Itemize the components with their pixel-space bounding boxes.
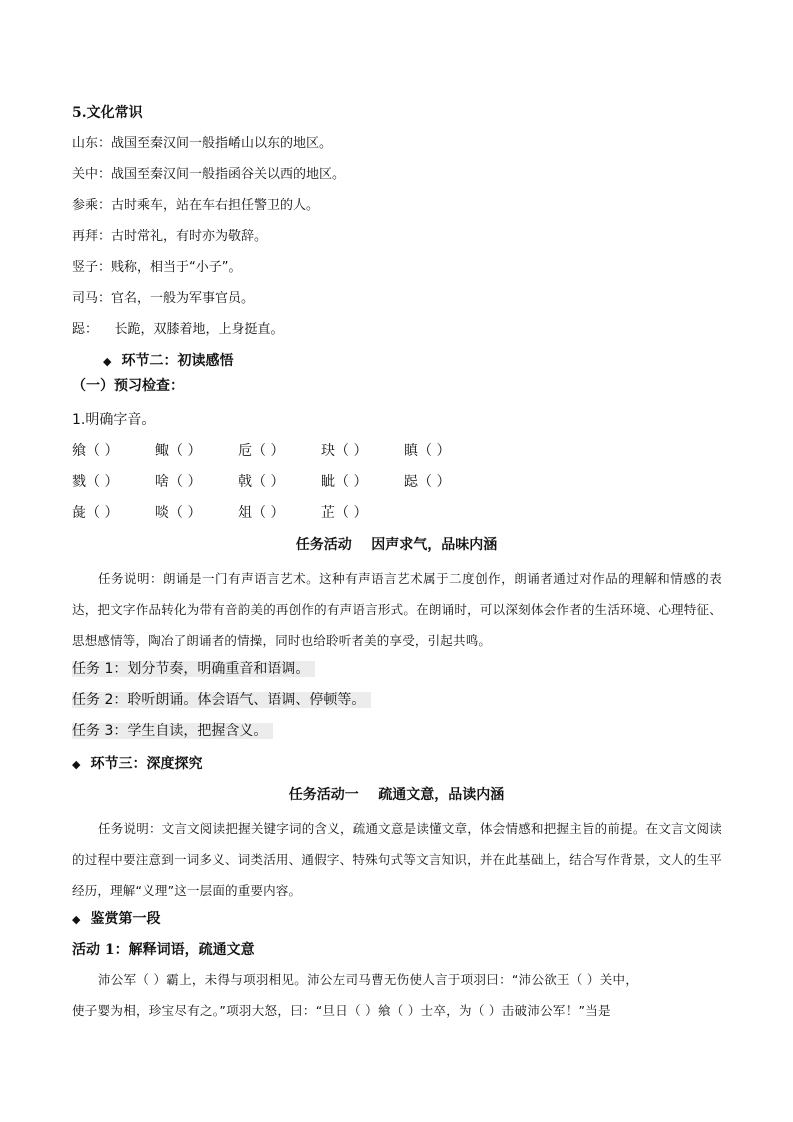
culture-item: 山东：战国至秦汉间一般指崤山以东的地区。: [72, 136, 333, 151]
culture-item: 竖子：贱称，相当于“小子”。: [72, 260, 242, 275]
pronunciation-blank[interactable]: 眦（ ）: [321, 474, 368, 490]
culture-item: 关中：战国至秦汉间一般指函谷关以西的地区。: [72, 167, 346, 182]
pronunciation-blank[interactable]: 啥（ ）: [155, 474, 202, 490]
culture-item: 再拜：古时常礼，有时亦为敬辞。: [72, 229, 268, 244]
pronunciation-blank[interactable]: 飨（ ）: [72, 443, 119, 459]
pronunciation-blank[interactable]: 瞋（ ）: [404, 443, 451, 459]
pronunciation-row: [72, 472, 487, 492]
link2-title: 环节二：初读感悟: [121, 353, 234, 369]
task-1: 任务 1：划分节奏，明确重音和语调。: [72, 661, 315, 677]
preview-check-heading: （一）预习检查：: [72, 378, 184, 394]
activity-one-title: 任务活动一 疏通文意，品读内涵: [288, 787, 505, 803]
pronunciation-blank[interactable]: 卮（ ）: [238, 443, 285, 459]
task-line: [72, 690, 371, 710]
passage-line: 使子婴为相，珍宝尽有之。”项羽大怒，曰：“旦日（ ）飨（ ）士卒，为（ ）击破沛公军！”当是: [72, 1003, 611, 1018]
link3-heading: [72, 754, 202, 775]
link3-title: 环节三：深度探究: [90, 756, 203, 772]
pronunciation-blank[interactable]: 戟（ ）: [238, 474, 285, 490]
culture-item: 参乘：古时乘车，站在车右担任警卫的人。: [72, 198, 320, 213]
activity-one-description: 任务说明：文言文阅读把握关键字词的含义，疏通文意是读懂文章，体会情感和把握主旨的前提。在文言文阅读的过程中要注意到一词多义、词类活用、通假字、特殊句式等文言知识，并在此基础上，结合写作背景，文人的生平经历，理解“义理”这一层面的重要内容。: [72, 821, 722, 898]
pronunciation-blank[interactable]: 玦（ ）: [321, 443, 368, 459]
activity1-heading: 活动 1：解释词语，疏通文意: [72, 942, 255, 958]
task-line: [72, 721, 273, 741]
pronunciation-blank[interactable]: 跽（ ）: [404, 474, 451, 490]
section-title: 5.文化常识: [72, 105, 143, 121]
pronunciation-blank[interactable]: 鲰（ ）: [155, 443, 202, 459]
diamond-bullet-icon: ◆: [103, 355, 112, 368]
pronunciation-question: 1.明确字音。: [72, 412, 156, 428]
pronunciation-row: [72, 503, 404, 523]
appreciate-heading: [72, 909, 160, 930]
culture-item: 司马：官名，一般为军事官员。: [72, 291, 255, 306]
pronunciation-blank[interactable]: 戮（ ）: [72, 474, 119, 490]
pronunciation-blank[interactable]: 啖（ ）: [155, 505, 202, 521]
pronunciation-blank[interactable]: 俎（ ）: [238, 505, 285, 521]
passage-line: 沛公军（ ）霸上，未得与项羽相见。沛公左司马曹无伤使人言于项羽曰：“沛公欲王（ ）关中，: [98, 972, 639, 987]
task-line: [72, 659, 315, 679]
task-description: 任务说明：朗诵是一门有声语言艺术。这种有声语言艺术属于二度创作，朗诵者通过对作品的理解和情感的表达，把文字作品转化为带有音韵美的再创作的有声语言形式。在朗诵时，可以深刻体会作者的生活环境、心理特征、思想感情等，陶冶了朗诵者的情操，同时也给聆听者美的享受，引起共鸣。: [72, 571, 722, 648]
diamond-bullet-icon: ◆: [72, 758, 81, 771]
task-2: 任务 2：聆听朗诵。体会语气、语调、停顿等。: [72, 692, 371, 708]
appreciate-title: 鉴赏第一段: [90, 911, 161, 927]
pronunciation-blank[interactable]: 彘（ ）: [72, 505, 119, 521]
pronunciation-row: [72, 441, 487, 461]
pronunciation-blank[interactable]: 芷（ ）: [321, 505, 368, 521]
task-3: 任务 3：学生自读，把握含义。: [72, 723, 273, 739]
link2-heading: [103, 351, 233, 372]
task-activity-title: 任务活动 因声求气，品味内涵: [295, 537, 498, 553]
culture-item: 跽： 长跪，双膝着地，上身挺直。: [72, 322, 284, 337]
diamond-bullet-icon: ◆: [72, 913, 81, 926]
